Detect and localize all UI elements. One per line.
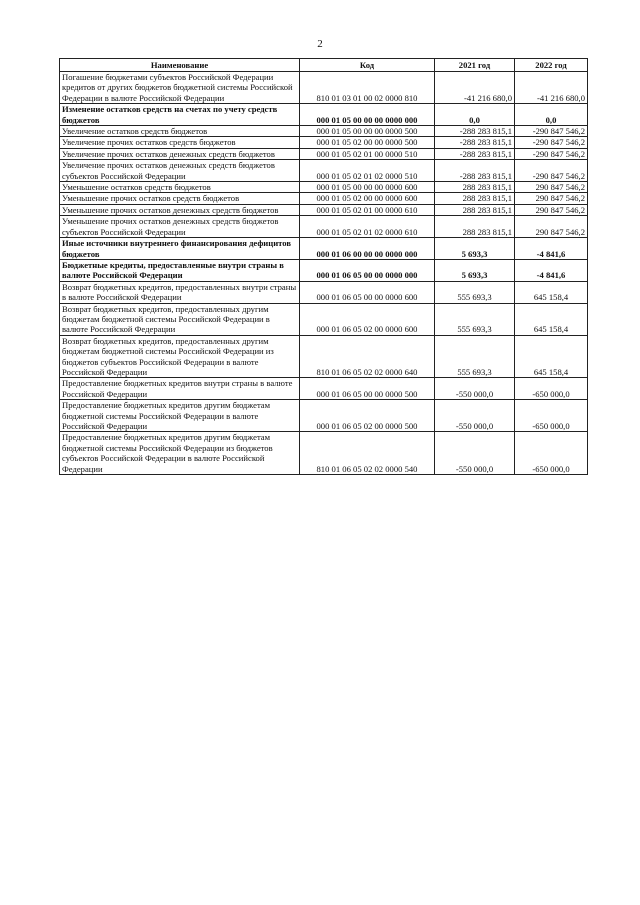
- row-value-2022: 290 847 546,2: [515, 204, 588, 215]
- row-value-2022: -650 000,0: [515, 432, 588, 475]
- row-code: 000 01 05 00 00 00 0000 600: [300, 182, 435, 193]
- row-name: Увеличение прочих остатков денежных средств бюджетов субъектов Российской Федерации: [60, 160, 300, 182]
- table-row: [60, 193, 588, 204]
- table-row: [60, 104, 588, 126]
- page-number: 2: [317, 38, 323, 50]
- row-name: Предоставление бюджетных кредитов другим бюджетам бюджетной системы Российской Федерации в валюте Российской Федерации: [60, 400, 300, 432]
- table-header-row: [60, 59, 588, 72]
- row-code: 000 01 05 02 01 02 0000 510: [300, 160, 435, 182]
- row-value-2021: -550 000,0: [435, 432, 515, 475]
- table-body: [60, 72, 588, 475]
- row-value-2021: -288 283 815,1: [435, 126, 515, 137]
- table-row: [60, 148, 588, 159]
- row-value-2021: 5 693,3: [435, 238, 515, 260]
- row-code: 000 01 06 05 02 00 0000 600: [300, 303, 435, 335]
- row-name: Увеличение прочих остатков средств бюджетов: [60, 137, 300, 148]
- row-value-2021: 288 283 815,1: [435, 182, 515, 193]
- row-value-2022: 0,0: [515, 104, 588, 126]
- table-row: [60, 216, 588, 238]
- row-value-2022: 290 847 546,2: [515, 216, 588, 238]
- row-code: 000 01 06 05 00 00 0000 500: [300, 378, 435, 400]
- row-name: Бюджетные кредиты, предоставленные внутри страны в валюте Российской Федерации: [60, 259, 300, 281]
- table-row: [60, 160, 588, 182]
- row-code: 000 01 05 02 01 00 0000 510: [300, 148, 435, 159]
- table-row: [60, 182, 588, 193]
- row-name: Погашение бюджетами субъектов Российской Федерации кредитов от других бюджетов бюджетной системы Российской Федерации в валюте Российской Федерации: [60, 72, 300, 104]
- row-value-2022: -650 000,0: [515, 400, 588, 432]
- header-2021: 2021 год: [435, 59, 515, 72]
- row-value-2021: 555 693,3: [435, 303, 515, 335]
- budget-sources-table: [59, 58, 588, 475]
- row-code: 000 01 05 00 00 00 0000 500: [300, 126, 435, 137]
- header-code: Код: [300, 59, 435, 72]
- row-value-2022: -290 847 546,2: [515, 137, 588, 148]
- row-code: 000 01 06 05 02 00 0000 500: [300, 400, 435, 432]
- table-row: [60, 281, 588, 303]
- table-row: [60, 238, 588, 260]
- row-value-2022: -41 216 680,0: [515, 72, 588, 104]
- row-name: Уменьшение прочих остатков средств бюджетов: [60, 193, 300, 204]
- table-row: [60, 400, 588, 432]
- row-code: 810 01 06 05 02 02 0000 640: [300, 335, 435, 378]
- row-code: 000 01 06 05 00 00 0000 600: [300, 281, 435, 303]
- row-value-2021: -41 216 680,0: [435, 72, 515, 104]
- row-name: Уменьшение прочих остатков денежных средств бюджетов: [60, 204, 300, 215]
- row-value-2021: 555 693,3: [435, 281, 515, 303]
- row-value-2021: -288 283 815,1: [435, 160, 515, 182]
- row-value-2022: 290 847 546,2: [515, 182, 588, 193]
- row-name: Увеличение прочих остатков денежных средств бюджетов: [60, 148, 300, 159]
- row-code: 000 01 05 02 01 02 0000 610: [300, 216, 435, 238]
- row-value-2021: 555 693,3: [435, 335, 515, 378]
- row-name: Изменение остатков средств на счетах по учету средств бюджетов: [60, 104, 300, 126]
- row-name: Уменьшение остатков средств бюджетов: [60, 182, 300, 193]
- row-value-2022: -290 847 546,2: [515, 148, 588, 159]
- row-value-2021: 5 693,3: [435, 259, 515, 281]
- row-value-2021: 288 283 815,1: [435, 204, 515, 215]
- row-name: Возврат бюджетных кредитов, предоставленных другим бюджетам бюджетной системы Российской Федерации в валюте Российской Федерации: [60, 303, 300, 335]
- table-row: [60, 137, 588, 148]
- table-row: [60, 259, 588, 281]
- row-value-2021: -288 283 815,1: [435, 137, 515, 148]
- row-code: 810 01 06 05 02 02 0000 540: [300, 432, 435, 475]
- row-value-2022: 645 158,4: [515, 335, 588, 378]
- row-name: Предоставление бюджетных кредитов другим бюджетам бюджетной системы Российской Федерации из бюджетов субъектов Российской Федерации в валюте Российской Федерации: [60, 432, 300, 475]
- table-row: [60, 378, 588, 400]
- row-value-2022: 645 158,4: [515, 281, 588, 303]
- row-code: 000 01 05 02 01 00 0000 610: [300, 204, 435, 215]
- row-code: 000 01 05 02 00 00 0000 500: [300, 137, 435, 148]
- table-row: [60, 303, 588, 335]
- row-value-2022: 645 158,4: [515, 303, 588, 335]
- row-code: 000 01 06 05 00 00 0000 000: [300, 259, 435, 281]
- row-value-2022: 290 847 546,2: [515, 193, 588, 204]
- row-value-2022: -4 841,6: [515, 259, 588, 281]
- table-row: [60, 126, 588, 137]
- row-code: 810 01 03 01 00 02 0000 810: [300, 72, 435, 104]
- table-row: [60, 204, 588, 215]
- row-code: 000 01 06 00 00 00 0000 000: [300, 238, 435, 260]
- row-value-2022: -4 841,6: [515, 238, 588, 260]
- row-name: Иные источники внутреннего финансирования дефицитов бюджетов: [60, 238, 300, 260]
- table-row: [60, 72, 588, 104]
- row-code: 000 01 05 00 00 00 0000 000: [300, 104, 435, 126]
- row-value-2021: -288 283 815,1: [435, 148, 515, 159]
- row-value-2021: -550 000,0: [435, 378, 515, 400]
- row-name: Уменьшение прочих остатков денежных средств бюджетов субъектов Российской Федерации: [60, 216, 300, 238]
- row-value-2021: 288 283 815,1: [435, 193, 515, 204]
- header-name: Наименование: [60, 59, 300, 72]
- row-name: Возврат бюджетных кредитов, предоставленных другим бюджетам бюджетной системы Российской Федерации из бюджетов субъектов Российской Федерации в валюте Российской Федерации: [60, 335, 300, 378]
- row-name: Возврат бюджетных кредитов, предоставленных внутри страны в валюте Российской Федерации: [60, 281, 300, 303]
- row-name: Предоставление бюджетных кредитов внутри страны в валюте Российской Федерации: [60, 378, 300, 400]
- header-2022: 2022 год: [515, 59, 588, 72]
- row-name: Увеличение остатков средств бюджетов: [60, 126, 300, 137]
- row-value-2022: -290 847 546,2: [515, 160, 588, 182]
- row-code: 000 01 05 02 00 00 0000 600: [300, 193, 435, 204]
- row-value-2021: -550 000,0: [435, 400, 515, 432]
- row-value-2022: -650 000,0: [515, 378, 588, 400]
- row-value-2022: -290 847 546,2: [515, 126, 588, 137]
- row-value-2021: 0,0: [435, 104, 515, 126]
- table-row: [60, 335, 588, 378]
- row-value-2021: 288 283 815,1: [435, 216, 515, 238]
- table-row: [60, 432, 588, 475]
